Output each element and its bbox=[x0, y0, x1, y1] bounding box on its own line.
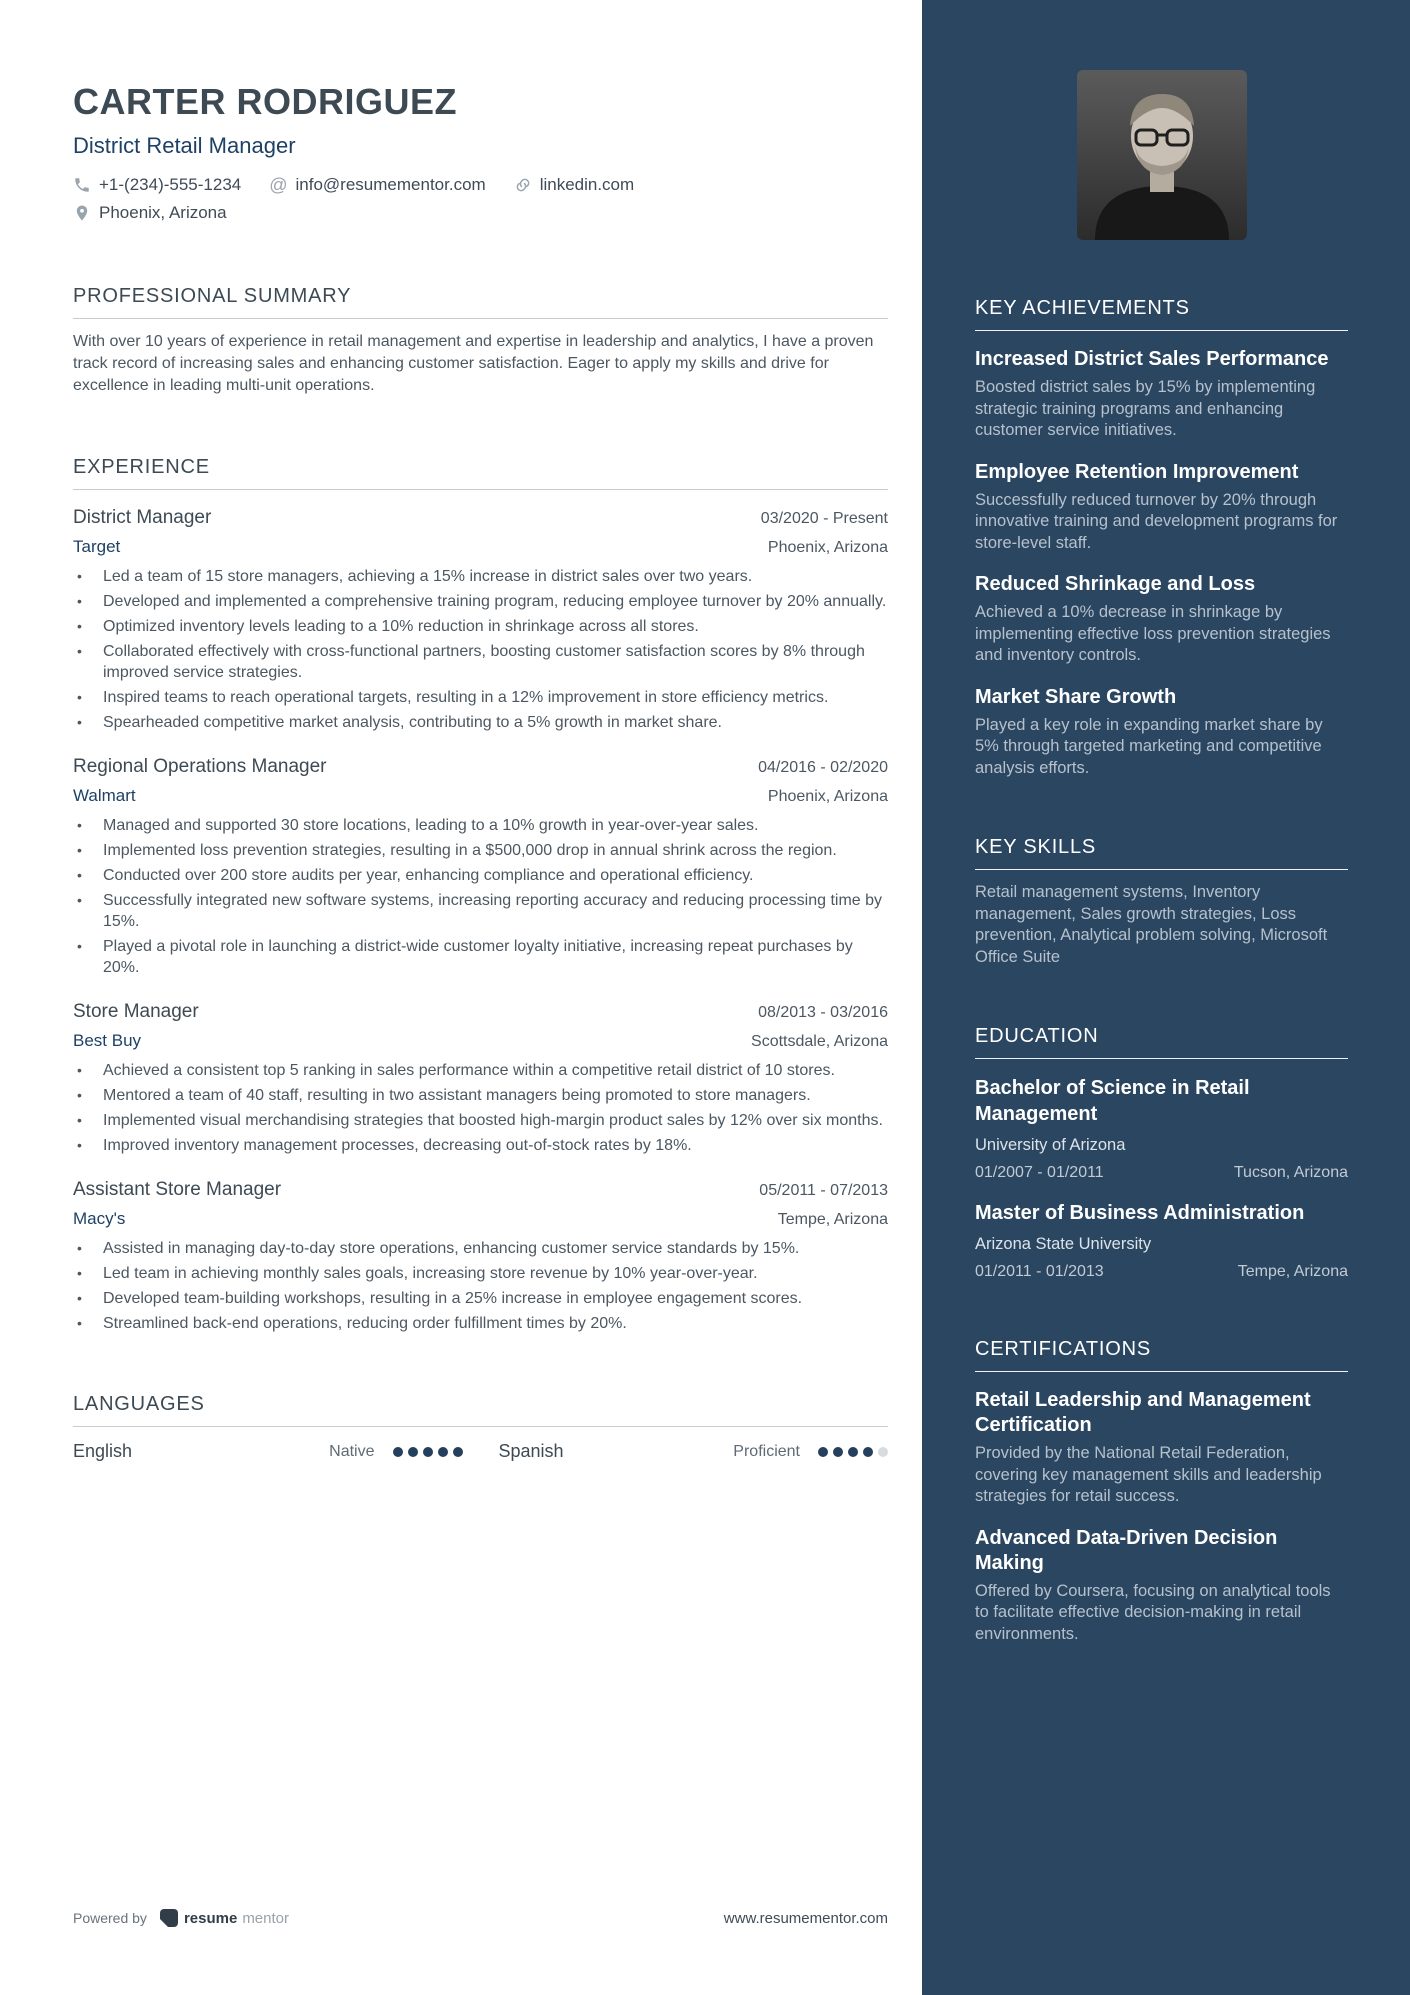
bullet-text: Led team in achieving monthly sales goals, increasing store revenue by 10% year-over-year. bbox=[103, 1265, 758, 1282]
phone-icon bbox=[73, 176, 91, 194]
bullet-dot bbox=[73, 1135, 103, 1156]
achievement-text: Successfully reduced turnover by 20% through innovative training and development programs for store-level staff. bbox=[975, 490, 1338, 552]
bullet-text: Inspired teams to reach operational targets, resulting in a 12% improvement in store efficiency metrics. bbox=[103, 689, 829, 706]
language-dots bbox=[818, 1447, 888, 1457]
bullet-item bbox=[73, 641, 888, 683]
language-level: Native bbox=[329, 1442, 375, 1460]
bullet-text: Conducted over 200 store audits per year, enhancing compliance and operational efficiency. bbox=[103, 867, 754, 884]
bullet-text: Mentored a team of 40 staff, resulting in two assistant managers being promoted to store managers. bbox=[103, 1087, 811, 1104]
section-experience bbox=[73, 455, 888, 1334]
main-column bbox=[0, 0, 922, 1462]
sidebar-divider bbox=[975, 1058, 1348, 1059]
bullet-text: Successfully integrated new software systems, increasing reporting accuracy and reducing processing time by 15%. bbox=[103, 892, 883, 930]
education-location: Tempe, Arizona bbox=[1237, 1263, 1348, 1280]
bullet-dot bbox=[73, 1238, 103, 1259]
achievement-text: Played a key role in expanding market share by 5% through targeted marketing and competitive analysis efforts. bbox=[975, 715, 1323, 777]
section-certifications bbox=[975, 1337, 1348, 1645]
bullet-item bbox=[73, 1135, 888, 1156]
section-divider bbox=[73, 1426, 888, 1427]
language-name: English bbox=[73, 1441, 133, 1461]
bullet-item bbox=[73, 815, 888, 836]
education-location: Tucson, Arizona bbox=[1233, 1164, 1348, 1181]
achievement-title: Employee Retention Improvement bbox=[975, 460, 1299, 483]
bullet-text: Assisted in managing day-to-day store operations, enhancing customer service standards by 15%. bbox=[103, 1240, 800, 1257]
bullet-dot bbox=[73, 865, 103, 886]
bullet-text: Spearheaded competitive market analysis, contributing to a 5% growth in market share. bbox=[103, 714, 722, 731]
bullet-text: Achieved a consistent top 5 ranking in sales performance within a competitive retail district of 10 stores. bbox=[103, 1062, 835, 1079]
link-icon bbox=[514, 176, 532, 194]
footer-url[interactable]: www.resumementor.com bbox=[723, 1909, 888, 1927]
bullet-text: Developed team-building workshops, resulting in a 25% increase in employee engagement scores. bbox=[103, 1290, 803, 1307]
contact-email-text: info@resumementor.com bbox=[295, 175, 486, 194]
rating-dot-filled bbox=[863, 1447, 873, 1457]
job-company: Macy's bbox=[73, 1209, 126, 1228]
bullet-item bbox=[73, 1238, 888, 1259]
bullet-text: Implemented loss prevention strategies, resulting in a $500,000 drop in annual shrink across the region. bbox=[103, 842, 837, 859]
language-name: Spanish bbox=[498, 1441, 564, 1461]
language-level: Proficient bbox=[733, 1442, 800, 1460]
bullet-dot bbox=[73, 712, 103, 733]
education-degree: Master of Business Administration bbox=[975, 1202, 1305, 1224]
education-heading: EDUCATION bbox=[975, 1025, 1099, 1047]
bullet-dot bbox=[73, 1085, 103, 1106]
certification-text: Provided by the National Retail Federation, covering key management skills and leadership strategies for retail success. bbox=[975, 1444, 1322, 1505]
bullet-dot bbox=[73, 687, 103, 708]
education-school: Arizona State University bbox=[975, 1235, 1152, 1253]
sidebar-divider bbox=[975, 1371, 1348, 1372]
section-key-skills bbox=[975, 835, 1348, 968]
bullet-dot bbox=[73, 1060, 103, 1081]
profile-photo-image bbox=[1077, 70, 1247, 240]
bullet-item bbox=[73, 1288, 888, 1309]
contact-location-row bbox=[73, 200, 888, 226]
bullet-item bbox=[73, 712, 888, 733]
achievement-item bbox=[975, 460, 1348, 555]
job-company: Target bbox=[73, 537, 121, 556]
contact-row bbox=[73, 172, 888, 198]
bullet-dot bbox=[73, 890, 103, 932]
bullet-text: Played a pivotal role in launching a district-wide customer loyalty initiative, increasing repeat purchases by 20%. bbox=[103, 938, 853, 976]
bullet-item bbox=[73, 936, 888, 978]
bullet-dot bbox=[73, 1288, 103, 1309]
bullet-text: Collaborated effectively with cross-functional partners, boosting customer satisfaction scores by 8% through improved service strategies. bbox=[103, 643, 865, 681]
bullet-text: Streamlined back-end operations, reducing order fulfillment times by 20%. bbox=[103, 1315, 627, 1332]
job-title: Store Manager bbox=[73, 1001, 199, 1022]
section-key-achievements bbox=[975, 296, 1348, 779]
page-footer bbox=[73, 1908, 888, 1928]
bullet-item bbox=[73, 890, 888, 932]
job-assistant-store-manager bbox=[73, 1178, 888, 1334]
bullet-dot bbox=[73, 591, 103, 612]
experience-heading: EXPERIENCE bbox=[73, 456, 210, 478]
resumementor-logo-icon bbox=[159, 1908, 179, 1928]
bullet-text: Led a team of 15 store managers, achieving a 15% increase in district sales over two years. bbox=[103, 568, 753, 585]
achievement-item bbox=[975, 347, 1348, 442]
logo-text-resume: resume bbox=[183, 1909, 238, 1927]
certification-text: Offered by Coursera, focusing on analytical tools to facilitate effective decision-making in retail environments. bbox=[975, 1581, 1331, 1643]
bullet-dot bbox=[73, 641, 103, 683]
bullet-dot bbox=[73, 815, 103, 836]
rating-dot-filled bbox=[393, 1447, 403, 1457]
job-dates: 05/2011 - 07/2013 bbox=[759, 1182, 888, 1199]
job-dates: 03/2020 - Present bbox=[760, 510, 888, 527]
language-dots bbox=[393, 1447, 463, 1457]
bullet-item bbox=[73, 1085, 888, 1106]
section-languages bbox=[73, 1392, 888, 1462]
bullet-item bbox=[73, 1060, 888, 1081]
bullet-item bbox=[73, 616, 888, 637]
job-regional-operations-manager bbox=[73, 755, 888, 978]
language-spanish bbox=[499, 1441, 889, 1462]
education-degree: Bachelor of Science in Retail Management bbox=[975, 1077, 1250, 1125]
job-title: District Manager bbox=[73, 507, 212, 528]
bullet-item bbox=[73, 1313, 888, 1334]
education-item bbox=[975, 1200, 1348, 1281]
contact-location bbox=[73, 200, 227, 226]
rating-dot-filled bbox=[438, 1447, 448, 1457]
rating-dot-filled bbox=[833, 1447, 843, 1457]
bullet-dot bbox=[73, 936, 103, 978]
bullet-text: Managed and supported 30 store locations, leading to a 10% growth in year-over-year sales. bbox=[103, 817, 759, 834]
languages-heading: LANGUAGES bbox=[73, 1393, 205, 1415]
bullet-item bbox=[73, 840, 888, 861]
rating-dot-filled bbox=[818, 1447, 828, 1457]
job-store-manager bbox=[73, 1000, 888, 1156]
job-company: Walmart bbox=[73, 786, 136, 805]
job-bullets bbox=[73, 815, 888, 978]
achievement-text: Boosted district sales by 15% by implementing strategic training programs and enhancing customer service initiatives. bbox=[975, 378, 1316, 439]
job-bullets bbox=[73, 1238, 888, 1334]
bullet-dot bbox=[73, 616, 103, 637]
bullet-dot bbox=[73, 1110, 103, 1131]
achievement-item bbox=[975, 572, 1348, 667]
bullet-dot bbox=[73, 566, 103, 587]
bullet-dot bbox=[73, 840, 103, 861]
job-district-manager bbox=[73, 506, 888, 733]
education-item bbox=[975, 1075, 1348, 1182]
job-title: Assistant Store Manager bbox=[73, 1179, 282, 1200]
job-title: Regional Operations Manager bbox=[73, 756, 327, 777]
resume-header bbox=[73, 82, 888, 226]
job-dates: 04/2016 - 02/2020 bbox=[758, 759, 888, 776]
section-education bbox=[975, 1024, 1348, 1281]
achievement-title: Market Share Growth bbox=[975, 685, 1177, 708]
bullet-text: Developed and implemented a comprehensive training program, reducing employee turnover by 20% annually. bbox=[103, 593, 887, 610]
education-dates: 01/2011 - 01/2013 bbox=[975, 1263, 1104, 1280]
profile-photo bbox=[1077, 70, 1247, 240]
section-divider bbox=[73, 318, 888, 319]
contact-phone-text: +1-(234)-555-1234 bbox=[99, 175, 242, 194]
bullet-dot bbox=[73, 1263, 103, 1284]
contact-location-text: Phoenix, Arizona bbox=[99, 203, 227, 222]
sidebar bbox=[922, 0, 1410, 1995]
certification-item bbox=[975, 1388, 1348, 1508]
certification-title: Retail Leadership and Management Certification bbox=[975, 1389, 1311, 1436]
at-icon: @ bbox=[269, 175, 288, 195]
logo-text-mentor: mentor bbox=[242, 1909, 289, 1927]
job-dates: 08/2013 - 03/2016 bbox=[758, 1004, 888, 1021]
bullet-item bbox=[73, 865, 888, 886]
achievement-title: Reduced Shrinkage and Loss bbox=[975, 573, 1256, 595]
rating-dot-empty bbox=[878, 1447, 888, 1457]
bullet-item bbox=[73, 1110, 888, 1131]
powered-by-text: Powered by bbox=[73, 1910, 147, 1926]
job-location: Phoenix, Arizona bbox=[767, 788, 888, 805]
bullet-item bbox=[73, 1263, 888, 1284]
person-title: District Retail Manager bbox=[73, 133, 296, 158]
bullet-dot bbox=[73, 1313, 103, 1334]
education-school: University of Arizona bbox=[975, 1136, 1126, 1154]
job-bullets bbox=[73, 566, 888, 733]
achievements-heading: KEY ACHIEVEMENTS bbox=[975, 297, 1190, 319]
language-english bbox=[73, 1441, 463, 1462]
job-location: Phoenix, Arizona bbox=[767, 539, 888, 556]
section-divider bbox=[73, 489, 888, 490]
contact-email[interactable] bbox=[269, 172, 485, 198]
sidebar-divider bbox=[975, 330, 1348, 331]
certification-item bbox=[975, 1526, 1348, 1646]
job-location: Tempe, Arizona bbox=[777, 1211, 888, 1228]
rating-dot-filled bbox=[848, 1447, 858, 1457]
section-professional-summary bbox=[73, 284, 888, 397]
rating-dot-filled bbox=[453, 1447, 463, 1457]
bullet-item bbox=[73, 591, 888, 612]
contact-phone bbox=[73, 172, 241, 198]
resumementor-logo bbox=[159, 1908, 289, 1928]
rating-dot-filled bbox=[408, 1447, 418, 1457]
rating-dot-filled bbox=[423, 1447, 433, 1457]
job-bullets bbox=[73, 1060, 888, 1156]
sidebar-divider bbox=[975, 869, 1348, 870]
contact-website[interactable] bbox=[514, 172, 635, 198]
bullet-text: Optimized inventory levels leading to a 10% reduction in shrinkage across all stores. bbox=[103, 618, 699, 635]
job-location: Scottsdale, Arizona bbox=[751, 1033, 888, 1050]
achievement-title: Increased District Sales Performance bbox=[975, 348, 1329, 370]
skills-text: Retail management systems, Inventory management, Sales growth strategies, Loss prevention, Analytical problem solving, Microsoft Office Suite bbox=[975, 883, 1328, 966]
person-name: CARTER RODRIGUEZ bbox=[73, 81, 457, 122]
powered-by-block bbox=[73, 1908, 289, 1928]
location-pin-icon bbox=[73, 204, 91, 222]
summary-text: With over 10 years of experience in retail management and expertise in leadership and analytics, I have a proven track record of increasing sales and enhancing customer satisfaction. Eager to apply my skills and drive for excellence in leading multi-unit operations. bbox=[73, 333, 874, 394]
languages-row bbox=[73, 1441, 888, 1462]
skills-heading: KEY SKILLS bbox=[975, 836, 1097, 858]
bullet-text: Implemented visual merchandising strategies that boosted high-margin product sales by 12% over six months. bbox=[103, 1112, 883, 1129]
bullet-item bbox=[73, 566, 888, 587]
achievement-text: Achieved a 10% decrease in shrinkage by implementing effective loss prevention strategies and inventory controls. bbox=[975, 603, 1331, 664]
education-dates: 01/2007 - 01/2011 bbox=[975, 1164, 1104, 1181]
contact-website-text: linkedin.com bbox=[539, 175, 635, 194]
achievement-item bbox=[975, 685, 1348, 780]
bullet-item bbox=[73, 687, 888, 708]
certification-title: Advanced Data-Driven Decision Making bbox=[975, 1526, 1278, 1574]
bullet-text: Improved inventory management processes, decreasing out-of-stock rates by 18%. bbox=[103, 1137, 692, 1154]
summary-heading: PROFESSIONAL SUMMARY bbox=[73, 285, 352, 307]
certifications-heading: CERTIFICATIONS bbox=[975, 1338, 1152, 1360]
job-company: Best Buy bbox=[73, 1031, 142, 1050]
